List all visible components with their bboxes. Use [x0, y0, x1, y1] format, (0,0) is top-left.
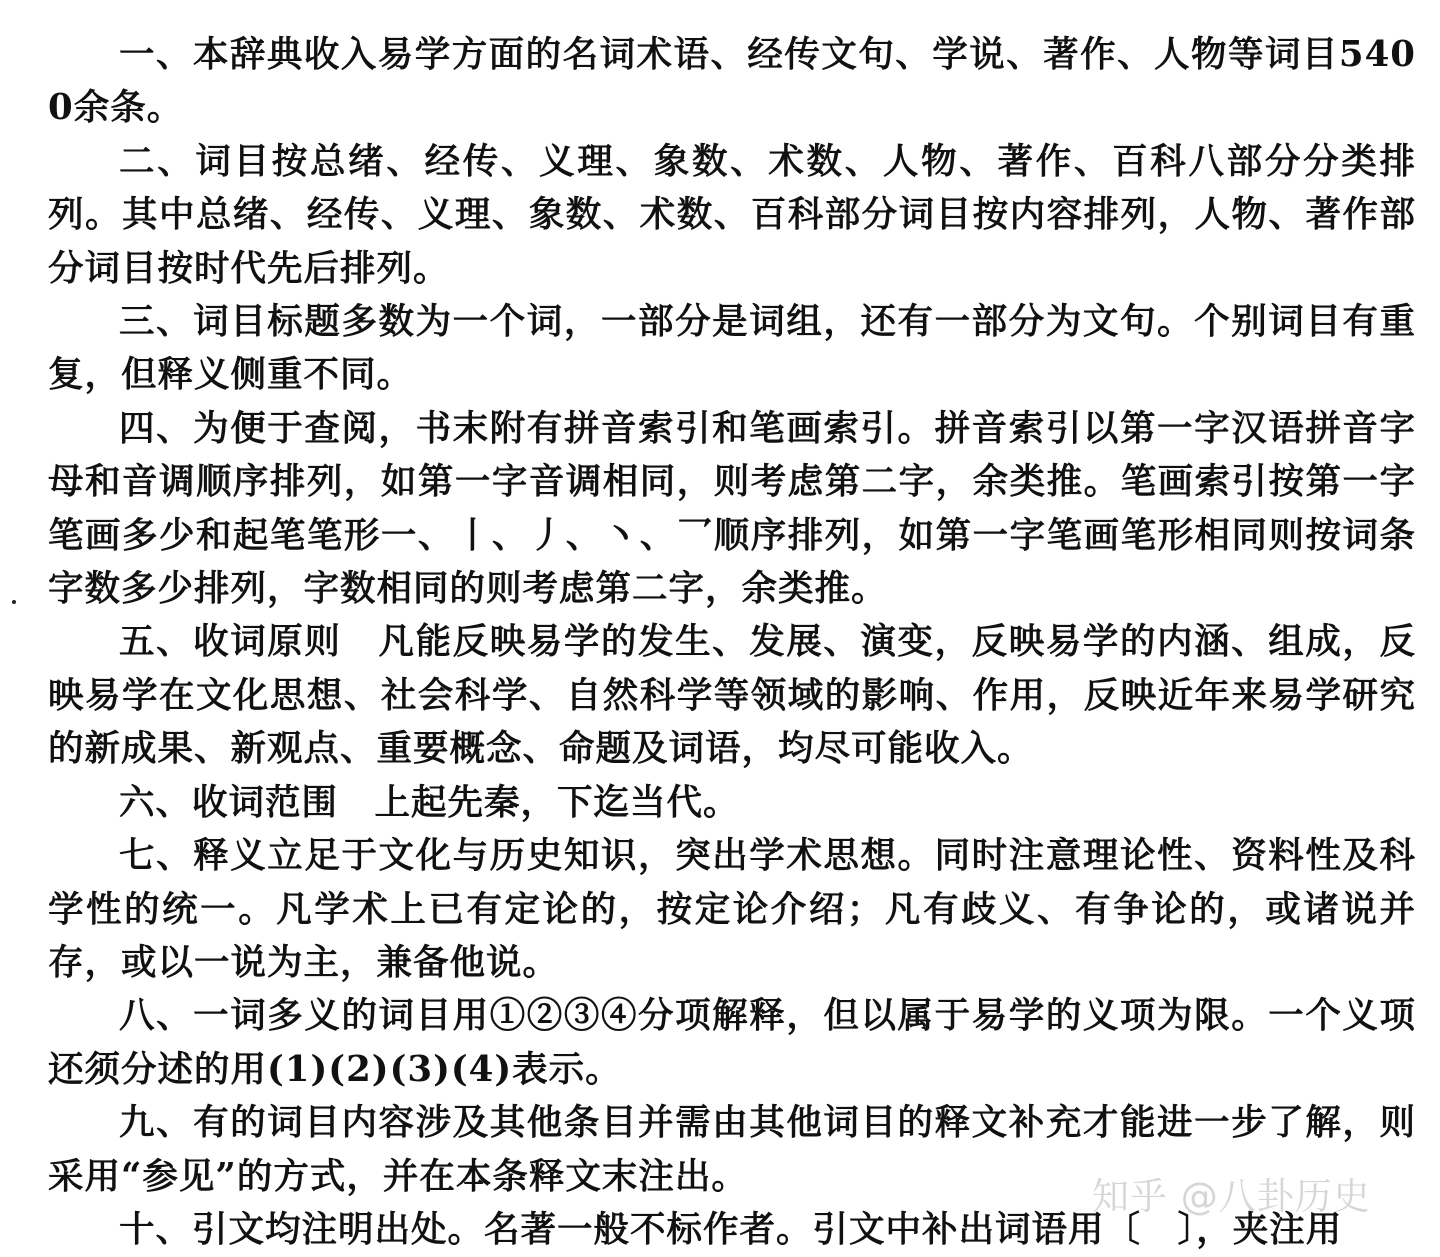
paragraph-6: 六、收词范围 上起先秦，下迄当代。 — [119, 781, 740, 823]
scan-speck — [12, 600, 16, 604]
paragraph-1: 一、本辞典收入易学方面的名词术语、经传文句、学说、著作、人物等词目5400余条。 — [48, 34, 1416, 129]
paragraph-9: 九、有的词目内容涉及其他条目并需由其他词目的释文补充才能进一步了解，则采用“参见”的方式，并在本条释文末注出。 — [48, 1102, 1416, 1197]
paragraph-8: 八、一词多义的词目用①②③④分项解释，但以属于易学的义项为限。一个义项还须分述的用(1)(2)(3)(4)表示。 — [48, 995, 1416, 1090]
paragraph-7: 七、释义立足于文化与历史知识，突出学术思想。同时注意理论性、资料性及科学性的统一。凡学术上已有定论的，按定论介绍；凡有歧义、有争论的，或诸说并存，或以一说为主，兼备他说。 — [48, 835, 1416, 983]
paragraph-5: 五、收词原则 凡能反映易学的发生、发展、演变，反映易学的内涵、组成，反映易学在文化思想、社会科学、自然科学等领域的影响、作用，反映近年来易学研究的新成果、新观点、重要概念、命题及词语，均尽可能收入。 — [48, 621, 1416, 770]
paragraph-2: 二、词目按总绪、经传、义理、象数、术数、人物、著作、百科八部分分类排列。其中总绪、经传、义理、象数、术数、百科部分词目按内容排列，人物、著作部分词目按时代先后排列。 — [48, 140, 1416, 289]
document-body — [48, 28, 1416, 1256]
watermark: 知乎 @八卦历史 — [1092, 1175, 1371, 1218]
paragraph-10: 十、引文均注明出处。名著一般不标作者。引文中补出词语用〔 〕，夹注用 — [119, 1208, 1343, 1250]
paragraph-4: 四、为便于查阅，书末附有拼音索引和笔画索引。拼音索引以第一字汉语拼音字母和音调顺序排列，如第一字音调相同，则考虑第二字，余类推。笔画索引按第一字笔画多少和起笔笔形一、丨、丿、丶、乛顺序排列，如第一字笔画笔形相同则按词条字数多少排列，字数相同的则考虑第二字，余类推。 — [48, 407, 1416, 610]
paragraph-3: 三、词目标题多数为一个词，一部分是词组，还有一部分为文句。个别词目有重复，但释义侧重不同。 — [48, 301, 1416, 396]
